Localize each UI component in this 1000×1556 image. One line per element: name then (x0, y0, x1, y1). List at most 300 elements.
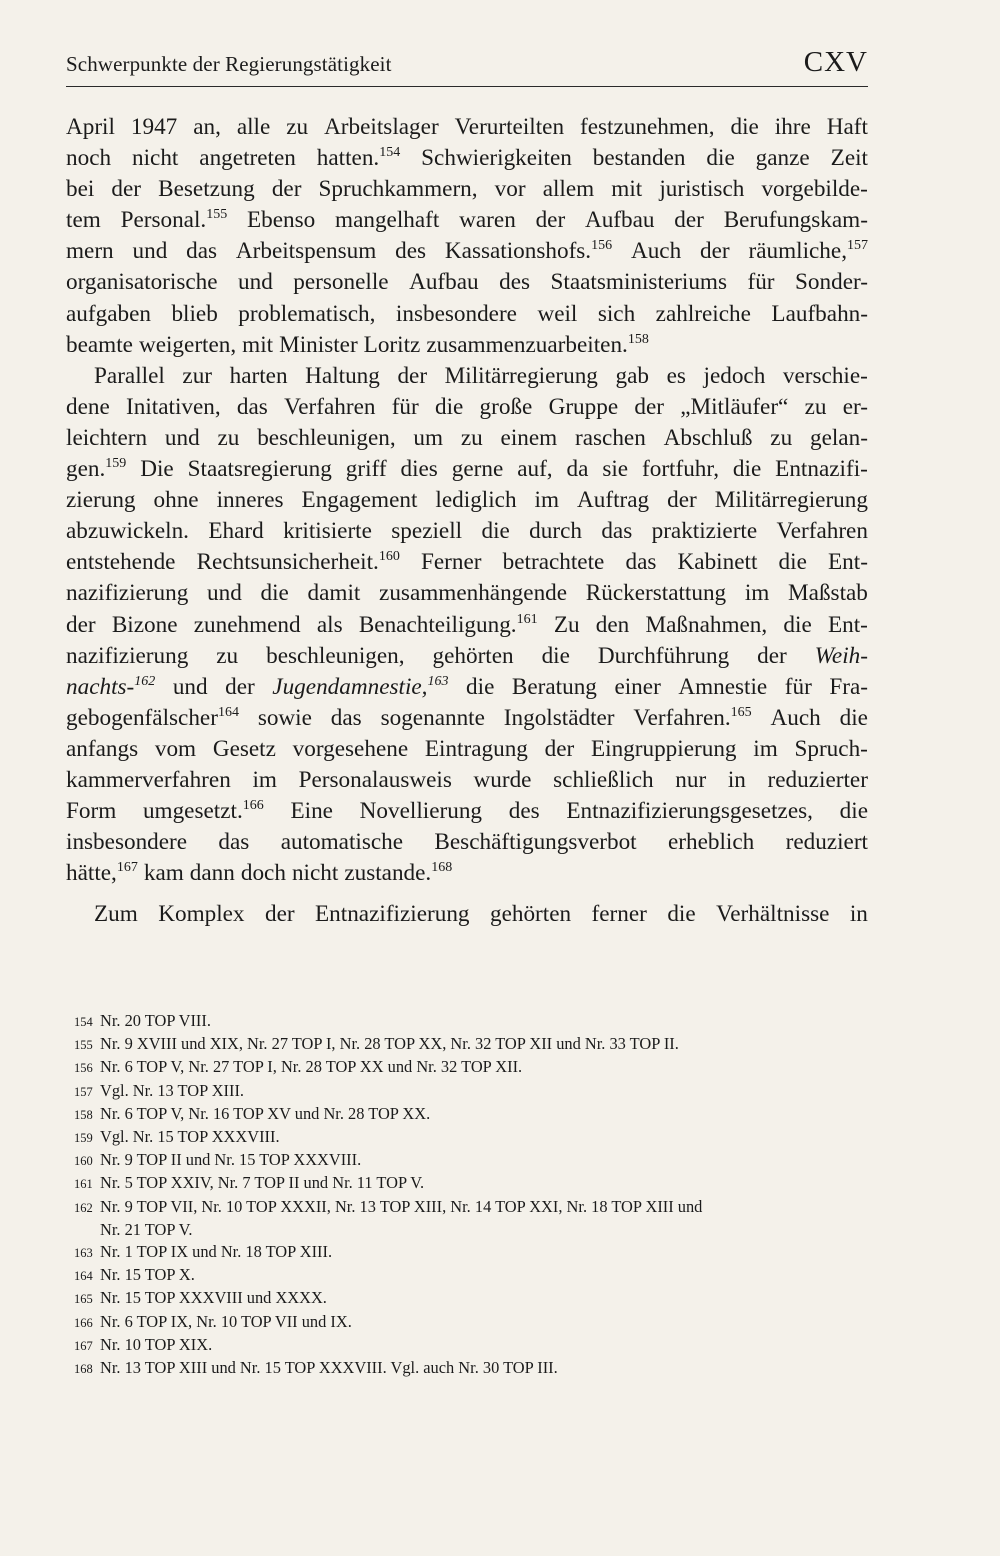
text-line (66, 485, 868, 516)
word: Beschäftigungsverbot (434, 829, 637, 856)
word: damit (307, 580, 361, 607)
footnote (74, 1103, 874, 1126)
word: Abschluß (663, 424, 753, 451)
footnote-reference[interactable]: 166 (242, 798, 264, 814)
word: das (601, 518, 633, 545)
word: Weih- (814, 642, 868, 669)
word: harten (229, 362, 288, 389)
word: einem (500, 424, 558, 451)
word: kritisierte (283, 518, 372, 545)
word: die (434, 393, 464, 420)
word: Durchführung (597, 642, 730, 669)
word: Eingruppierung (590, 735, 737, 762)
footnote-reference[interactable]: 167 (116, 860, 138, 876)
text-line (66, 734, 868, 765)
word: verschie- (782, 362, 868, 389)
footnote-text: Nr. 6 TOP V, Nr. 27 TOP I, Nr. 28 TOP XX und Nr. 32 TOP XII. (100, 1057, 523, 1077)
footnote (74, 1196, 874, 1219)
word: zu (804, 393, 827, 420)
running-header (66, 46, 868, 87)
word: Auch (770, 704, 821, 731)
word: Staatsministeriums (550, 269, 727, 296)
word: die (667, 901, 696, 928)
word: speziell (391, 518, 463, 545)
word: doch (240, 860, 286, 887)
word: der (271, 176, 302, 203)
footnote (74, 1264, 874, 1287)
footnote-text: Nr. 10 TOP XIX. (100, 1334, 213, 1354)
footnote (74, 1287, 874, 1310)
word: der (674, 207, 704, 234)
word: aufgaben (66, 300, 151, 327)
text-line (66, 112, 868, 143)
word: mit (242, 331, 274, 358)
word: der (397, 362, 428, 389)
word: nur (675, 766, 707, 793)
word: in (849, 901, 868, 928)
footnote-reference[interactable]: 161 (516, 611, 538, 627)
word: gerne (451, 456, 504, 483)
word: allem (542, 176, 595, 203)
word: Militärregierung (714, 487, 868, 514)
word: April (66, 114, 115, 140)
word: festzunehmen, (580, 114, 715, 140)
word: und (132, 238, 168, 265)
word: Verfahren.$^{165}$ (633, 704, 752, 731)
word: problematisch, (238, 300, 376, 327)
text-line (66, 765, 868, 796)
word: und (238, 269, 273, 296)
word: und (207, 580, 242, 607)
text-line (66, 299, 868, 330)
word: Aufbau (584, 207, 655, 234)
footnote-text: Vgl. Nr. 15 TOP XXXVIII. (100, 1127, 280, 1147)
word: Jugendamnestie,$^{163}$ (272, 673, 449, 700)
word: der (634, 393, 664, 420)
word: noch (66, 145, 112, 172)
word: sogenannte (380, 704, 485, 731)
word: beschleunigen, (257, 424, 396, 451)
word: ihre (774, 114, 811, 140)
text-line (66, 827, 868, 858)
word: Minister (279, 331, 358, 358)
word: reduziert (785, 829, 868, 856)
word: sie (602, 456, 629, 483)
word: die (466, 673, 495, 700)
word: der (757, 642, 787, 669)
word: bestanden (592, 145, 686, 172)
word: Entnazifizierung (315, 901, 470, 928)
text-line (66, 858, 868, 889)
word: Novellierung (359, 798, 483, 825)
word: Arbeitspensum (235, 238, 377, 265)
footnote-number: 161 (74, 1177, 93, 1192)
word: Militärregierung (444, 362, 598, 389)
word: wurde (473, 766, 532, 793)
word: Ent- (828, 549, 868, 576)
footnote-text: Nr. 20 TOP VIII. (100, 1011, 211, 1030)
word: Spruchkammern, (318, 176, 478, 203)
word: raschen (575, 424, 646, 451)
footnote-number: 155 (74, 1038, 93, 1053)
footnote (74, 1080, 874, 1103)
word: das (330, 704, 362, 731)
word: zu (460, 424, 483, 451)
word: hätte,$^{167}$ (66, 860, 138, 887)
text-line (66, 174, 868, 205)
word: anfangs (66, 735, 139, 762)
footnote-reference[interactable]: 159 (105, 456, 127, 472)
word: dies (400, 456, 438, 483)
word: zu (216, 642, 239, 669)
word: Gruppe (548, 393, 619, 420)
footnote-reference[interactable]: 162 (134, 673, 156, 689)
word: Benachteiligung.$^{161}$ (358, 611, 538, 638)
word: als (316, 611, 343, 638)
word: er- (842, 393, 868, 420)
footnote-reference[interactable]: 157 (847, 238, 868, 254)
word: gab (615, 362, 649, 389)
word: ohne (153, 487, 199, 514)
word: Die (140, 456, 174, 483)
word: nicht (132, 145, 179, 172)
footnote-reference[interactable]: 168 (431, 860, 453, 876)
word: gelan- (809, 424, 868, 451)
footnote-reference[interactable]: 156 (591, 238, 613, 254)
word: leichtern (66, 424, 148, 451)
word: der (66, 611, 96, 638)
word: die (541, 642, 570, 669)
word: Ingolstädter (503, 704, 615, 731)
word: entstehende (66, 549, 176, 576)
footnote-reference[interactable]: 155 (206, 207, 228, 223)
text-line (66, 672, 868, 703)
word: Haft (826, 114, 868, 140)
word: Personalausweis (298, 766, 452, 793)
word: sich (597, 300, 636, 327)
word: Ebenso (247, 207, 316, 234)
word: gehörten (489, 901, 572, 928)
word: in (727, 766, 746, 793)
footnote-number: 156 (74, 1061, 93, 1076)
word: zustande.$^{168}$ (344, 860, 453, 887)
word: mit (611, 176, 643, 203)
word: Zeit (830, 145, 868, 172)
word: 1947 (130, 114, 178, 140)
word: um (413, 424, 444, 451)
footnote-number: 162 (74, 1200, 93, 1215)
word: Zu (553, 611, 580, 638)
word: da (566, 456, 589, 483)
word: Personal.$^{155}$ (120, 207, 228, 234)
footnote (74, 1172, 874, 1195)
word: zu (217, 424, 240, 451)
footnote (74, 1033, 874, 1056)
word: Besetzung (158, 176, 255, 203)
word: und (164, 424, 200, 451)
footnote-text: Nr. 15 TOP X. (100, 1265, 195, 1285)
word: automatische (280, 829, 404, 856)
word: Fra- (829, 673, 868, 700)
footnote (74, 1241, 874, 1264)
running-title: Schwerpunkte der Regierungstätigkeit (66, 52, 392, 76)
word: kammerverfahren (66, 766, 231, 793)
word: Parallel (94, 362, 165, 389)
word: waren (459, 207, 516, 234)
word: fortfuhr, (642, 456, 719, 483)
word: organisatorische (66, 269, 218, 296)
footnote-number: 163 (74, 1246, 93, 1261)
word: des (395, 238, 427, 265)
word: lediglich (435, 487, 517, 514)
word: die (778, 549, 807, 576)
word: die (839, 798, 868, 825)
footnote-text: Nr. 6 TOP V, Nr. 16 TOP XV und Nr. 28 TOP XX. (100, 1103, 431, 1123)
footnote (74, 1010, 874, 1033)
word: der (264, 901, 295, 928)
text-line (66, 454, 868, 485)
word: zunehmend (193, 611, 301, 638)
word: Beratung (511, 673, 597, 700)
word: personelle (293, 269, 389, 296)
word: für (391, 393, 419, 420)
word: der (544, 735, 575, 762)
word: kam (143, 860, 184, 887)
word: abzuwickeln. (66, 518, 189, 545)
word: Zum (94, 901, 138, 928)
text-line (66, 330, 868, 361)
word: Rückerstattung (585, 580, 727, 607)
word: dene (66, 393, 110, 420)
word: Entnazifizierungsgesetzes, (566, 798, 813, 825)
text-line (66, 267, 868, 298)
word: vom (154, 735, 197, 762)
footnote-number: 164 (74, 1269, 93, 1284)
word: im (744, 580, 770, 607)
word: Auch (630, 238, 682, 265)
word: gebogenfälscher$^{164}$ (66, 704, 239, 731)
text-line (66, 796, 868, 827)
word: angetreten (199, 145, 296, 172)
word: Schwierigkeiten (421, 145, 572, 172)
word: jedoch (703, 362, 766, 389)
footnote-number: 154 (74, 1015, 93, 1029)
word: Spruch- (794, 735, 868, 762)
word: Ferner (420, 549, 482, 576)
word: zu (770, 424, 793, 451)
word: Verfahren (776, 518, 868, 545)
word: insbesondere (66, 829, 188, 856)
word: das (236, 393, 268, 420)
text-line (66, 361, 868, 392)
word: betrachtete (502, 549, 605, 576)
word: Berufungskam- (723, 207, 868, 234)
word: Eintragung (424, 735, 528, 762)
word: zur (182, 362, 213, 389)
footnote-reference[interactable]: 163 (427, 673, 449, 689)
word: Kabinett (677, 549, 758, 576)
footnote (74, 1056, 874, 1079)
word: sowie (257, 704, 312, 731)
word: dann (189, 860, 235, 887)
footnote-text: Nr. 13 TOP XIII und Nr. 15 TOP XXXVIII. Vgl. auch Nr. 30 TOP III. (100, 1358, 558, 1378)
footnote-text: Nr. 9 TOP VII, Nr. 10 TOP XXXII, Nr. 13 TOP XIII, Nr. 14 TOP XXI, Nr. 18 TOP XIII und (100, 1196, 703, 1216)
footnote-reference[interactable]: 164 (217, 704, 239, 720)
word: Verfahren (284, 393, 376, 420)
word: die (732, 456, 762, 483)
footnote (74, 1311, 874, 1334)
footnote-reference[interactable]: 160 (378, 549, 400, 565)
footnote-reference[interactable]: 154 (379, 145, 401, 161)
word: reduzierter (767, 766, 868, 793)
word: räumliche,$^{157}$ (748, 238, 868, 265)
word: mangelhaft (335, 207, 440, 234)
footnote-number: 160 (74, 1154, 93, 1169)
word: Maßstab (788, 580, 868, 607)
footnote-number: 165 (74, 1292, 93, 1307)
word: auf, (517, 456, 553, 483)
word: im (534, 487, 560, 514)
word: Gesetz (212, 735, 276, 762)
word: des (508, 798, 540, 825)
text-line (66, 641, 868, 672)
word: Kassationshofs.$^{156}$ (444, 238, 613, 265)
word: die (706, 145, 735, 172)
word: weil (537, 300, 578, 327)
word: zusammenzuarbeiten.$^{158}$ (426, 331, 649, 358)
word: juristisch (659, 176, 745, 203)
footnote (74, 1357, 874, 1380)
word: das (625, 549, 657, 576)
footnote-text: Vgl. Nr. 13 TOP XIII. (100, 1080, 245, 1100)
footnote-text: Nr. 9 XVIII und XIX, Nr. 27 TOP I, Nr. 28 TOP XX, Nr. 32 TOP XII und Nr. 33 TOP II. (100, 1034, 679, 1054)
word: für (784, 673, 812, 700)
word: den (595, 611, 630, 638)
page-number: CXV (803, 46, 868, 78)
text-line (66, 703, 868, 734)
footnote (74, 1149, 874, 1172)
word: weigerten, (138, 331, 237, 358)
word: Haltung (305, 362, 380, 389)
word: tem (66, 207, 101, 234)
word: das (218, 829, 250, 856)
word: durch (529, 518, 582, 545)
word: schließlich (553, 766, 654, 793)
word: alle (236, 114, 271, 140)
word: blieb (171, 300, 218, 327)
footnotes (74, 1010, 874, 1380)
word: die (481, 518, 510, 545)
word: die (783, 611, 812, 638)
text-line (66, 547, 868, 578)
word: „Mitläufer“ (680, 393, 789, 420)
word: Verurteilten (454, 114, 565, 140)
word: die (260, 580, 289, 607)
word: gehörten (432, 642, 514, 669)
word: gen.$^{159}$ (66, 456, 127, 483)
word: die (839, 704, 868, 731)
word: erheblich (667, 829, 755, 856)
word: Auftrag (577, 487, 650, 514)
word: des (499, 269, 531, 296)
text-line (66, 899, 868, 930)
text-line (66, 610, 868, 641)
word: der (667, 487, 697, 514)
word: Amnestie (678, 673, 768, 700)
word: vorgesehene (292, 735, 409, 762)
word: das (186, 238, 218, 265)
word: zu (286, 114, 309, 140)
word: Ehard (208, 518, 264, 545)
word: im (753, 735, 778, 762)
word: der (700, 238, 730, 265)
word: Aufbau (409, 269, 479, 296)
word: nicht (291, 860, 339, 887)
word: ferner (591, 901, 647, 928)
word: Engagement (301, 487, 418, 514)
footnote-number: 157 (74, 1084, 93, 1099)
word: vor (494, 176, 526, 203)
word: ganze (755, 145, 810, 172)
word: bei (66, 176, 95, 203)
word: und (172, 673, 208, 700)
word: Verhältnisse (716, 901, 830, 928)
body-text (66, 112, 868, 930)
word: nazifizierung (66, 642, 189, 669)
footnote-text: Nr. 5 TOP XXIV, Nr. 7 TOP II und Nr. 11 TOP V. (100, 1173, 425, 1193)
word: im (252, 766, 277, 793)
word: beschleunigen, (266, 642, 405, 669)
text-line (66, 578, 868, 609)
word: insbesondere (395, 300, 517, 327)
word: Loritz (363, 331, 421, 358)
text-line (66, 143, 868, 174)
footnote-text: Nr. 9 TOP II und Nr. 15 TOP XXXVIII. (100, 1150, 362, 1170)
footnote-text: Nr. 6 TOP IX, Nr. 10 TOP VII und IX. (100, 1311, 352, 1331)
word: große (479, 393, 533, 420)
word: zusammenhängende (379, 580, 568, 607)
footnote-reference[interactable]: 158 (627, 331, 649, 347)
word: praktizierte (651, 518, 758, 545)
word: für (747, 269, 775, 296)
footnote-number: 158 (74, 1107, 93, 1122)
footnote-number: 166 (74, 1315, 93, 1330)
word: Ent- (827, 611, 868, 638)
word: nachts-$^{162}$ (66, 673, 156, 700)
word: einer (614, 673, 661, 700)
word: Rechtsunsicherheit.$^{160}$ (196, 549, 400, 576)
word: nazifizierung (66, 580, 189, 607)
footnote-text: Nr. 15 TOP XXXVIII und XXXX. (100, 1288, 327, 1308)
text-line (66, 423, 868, 454)
word: umgesetzt.$^{166}$ (142, 798, 264, 825)
word: beamte (66, 331, 133, 358)
word: Komplex (158, 901, 245, 928)
word: zahlreiche (655, 300, 751, 327)
footnote-reference[interactable]: 165 (730, 704, 752, 720)
word: an, (193, 114, 221, 140)
word: der (111, 176, 142, 203)
footnote-text: Nr. 1 TOP IX und Nr. 18 TOP XIII. (100, 1242, 333, 1262)
footnote-number: 167 (74, 1338, 93, 1353)
footnote (74, 1334, 874, 1357)
word: griff (345, 456, 387, 483)
word: Arbeitslager (324, 114, 439, 140)
word: Staatsregierung (187, 456, 332, 483)
text-line (66, 516, 868, 547)
text-line (66, 205, 868, 236)
word: Initativen, (126, 393, 221, 420)
